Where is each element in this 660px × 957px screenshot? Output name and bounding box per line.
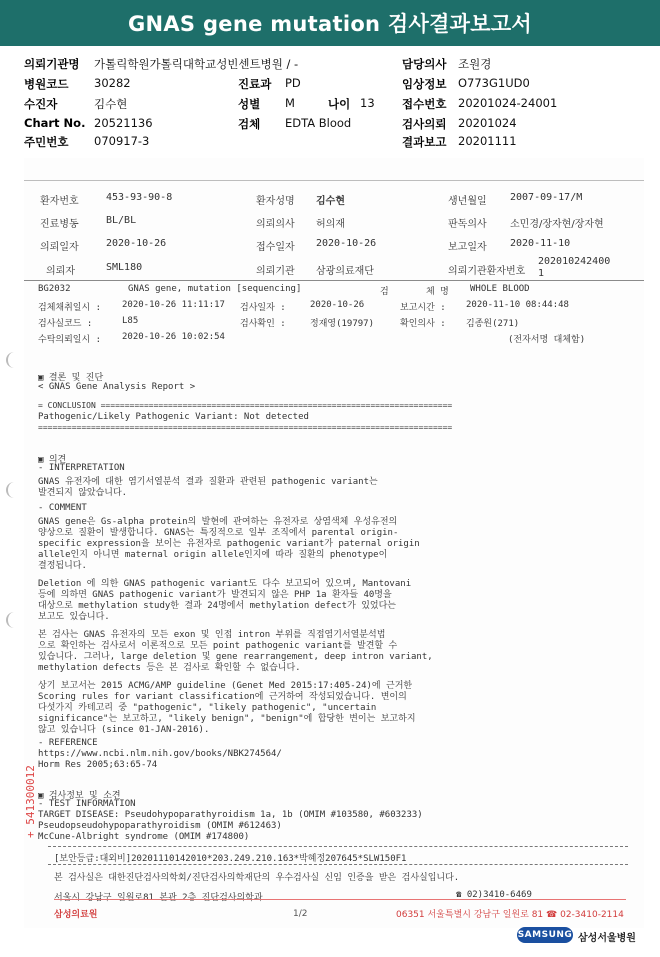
section-heading: ▣ 의견: [38, 455, 67, 465]
field-label: 의뢰자: [46, 266, 75, 277]
field-label: 의뢰의사: [256, 219, 295, 230]
footer-address: 06351 서울특별시 강남구 일원로 81 ☎ 02-3410-2114: [396, 910, 624, 920]
conclusion-rule: ======================================================================================: [38, 423, 453, 432]
text-line: 등에 의하면 GNAS pathogenic variant가 발견되지 않은 PHP 1a 환자들 40명을: [38, 590, 392, 600]
info-value: M: [285, 96, 295, 110]
text-line: 발견되지 않았습니다.: [38, 488, 128, 498]
test-name: GNAS gene, mutation [sequencing]: [128, 284, 302, 294]
field-value: 2020-10-26: [106, 238, 167, 249]
text-line: 보고도 있습니다.: [38, 612, 110, 622]
info-value: 13: [360, 96, 375, 110]
scanned-report: [24, 158, 644, 928]
field-value: 2020-10-26: [316, 238, 377, 249]
conclusion-text: Pathogenic/Likely Pathogenic Variant: Not detected: [38, 412, 309, 422]
field-label: 체 명: [426, 287, 449, 297]
signature-note: (전자서명 대체함): [508, 335, 586, 345]
field-value: 2020-10-26 10:02:54: [122, 332, 225, 342]
info-label: 접수번호: [402, 97, 447, 111]
sub-heading: - REFERENCE: [38, 738, 98, 748]
report-subtitle: < GNAS Gene Analysis Report >: [38, 382, 196, 392]
field-value: 김종원(271): [466, 319, 520, 329]
text-line: 상기 보고서는 2015 ACMG/AMP guideline (Genet Med 2015:17:405-24)에 근거한: [38, 681, 413, 691]
info-label: 검사의뢰: [402, 117, 447, 131]
info-value: 조원경: [458, 57, 492, 71]
lab-address: 서울시 강남구 일원로81 본관 2층 진단검사의학과: [54, 893, 263, 903]
info-row: [0, 96, 660, 114]
field-value: 1: [538, 268, 545, 279]
field-value: WHOLE BLOOD: [470, 284, 530, 294]
info-value: 070917-3: [94, 134, 150, 148]
info-value: 김수현: [94, 97, 128, 111]
info-row: [0, 116, 660, 134]
text-line: 으로 확인하는 검사로서 이론적으로 모든 point pathogenic variant를 발견할 수: [38, 641, 398, 651]
field-label: 검사확인 :: [240, 319, 286, 329]
field-value: 2020-10-26: [310, 300, 365, 310]
field-value: 소민경/장자현/장자현: [510, 219, 604, 230]
field-value: 정재영(19797): [310, 319, 375, 329]
sub-heading: - COMMENT: [38, 503, 87, 513]
field-value: 2020-10-26 11:11:17: [122, 300, 225, 310]
info-label: 주민번호: [24, 135, 69, 149]
field-label: 접수일자: [256, 242, 295, 253]
info-value: PD: [285, 76, 301, 90]
text-line: allele인지 아니면 maternal origin allele인지에 따라 질환의 phenotype이: [38, 550, 388, 560]
info-row: [0, 76, 660, 94]
samsung-logo: SAMSUNG: [517, 927, 573, 943]
text-line: McCune-Albright syndrome (OMIM #174800): [38, 832, 250, 842]
divider: [24, 280, 644, 281]
patient-info-panel: [0, 50, 660, 154]
punch-hole-mark: [6, 352, 16, 368]
sub-heading: - TEST INFORMATION: [38, 799, 136, 809]
info-label: 수진자: [24, 97, 58, 111]
field-value: 202010242400: [538, 256, 611, 267]
info-label: 결과보고: [402, 135, 447, 149]
field-label: 생년월일: [448, 196, 487, 207]
field-label: 의뢰기관: [256, 266, 295, 277]
punch-hole-mark: [6, 612, 16, 628]
divider: [24, 180, 644, 181]
info-value: 가톨릭학원가톨릭대학교성빈센트병원 / -: [94, 57, 299, 71]
report-title: GNAS gene mutation 검사결과보고서: [0, 0, 660, 46]
punch-hole-mark: [6, 482, 16, 498]
text-line: 있습니다. 그러나, large deletion 및 gene rearrangement, deep intron variant,: [38, 652, 433, 662]
text-line: GNAS 유전자에 대한 염기서열분석 결과 질환과 관련된 pathogenic variant는: [38, 477, 378, 487]
field-value: 삼광의료재단: [316, 266, 374, 277]
info-value: 20201024: [458, 116, 517, 130]
info-row: [0, 134, 660, 152]
info-label: 진료과: [238, 77, 272, 91]
conclusion-rule: = CONCLUSION =========================================================================: [38, 401, 453, 410]
field-value: 2020-11-10 08:44:48: [466, 300, 569, 310]
info-label: 의뢰기관명: [24, 57, 80, 71]
field-value: 2020-11-10: [510, 238, 571, 249]
section-heading: ▣ 결론 및 진단: [38, 373, 104, 383]
info-label: 임상정보: [402, 77, 447, 91]
text-line: TARGET DISEASE: Pseudohypoparathyroidism 1a, 1b (OMIM #103580, #603233): [38, 810, 423, 820]
field-value: 2007-09-17/M: [510, 192, 583, 203]
text-line: specific expression을 보이는 유전자로 pathogenic variant가 paternal origin: [38, 539, 420, 549]
footer-divider: [54, 899, 626, 900]
test-code: BG2032: [38, 284, 71, 294]
text-line: 결정됩니다.: [38, 561, 87, 571]
field-label: 수탁의뢰일시 :: [38, 335, 102, 345]
text-line: 본 검사는 GNAS 유전자의 모든 exon 및 인접 intron 부위를 직접염기서열분석법: [38, 630, 386, 640]
barcode-text: + 541300012: [24, 765, 37, 838]
field-label: 검체채취일시 :: [38, 303, 102, 313]
field-label: 검사일자 :: [240, 303, 286, 313]
info-value: 20201111: [458, 134, 517, 148]
specimen-barcode-number: [24, 742, 38, 838]
field-label: 환자번호: [40, 196, 79, 207]
text-line: Deletion 에 의한 GNAS pathogenic variant도 다수 보고되어 있으며, Mantovani: [38, 579, 412, 589]
info-label: 검체: [238, 117, 261, 131]
section-heading: ▣ 검사정보 및 소견: [38, 791, 121, 801]
divider: [48, 864, 628, 865]
sub-heading: - INTERPRETATION: [38, 463, 125, 473]
field-label: 의뢰일자: [40, 242, 79, 253]
field-value: 453-93-90-8: [106, 192, 173, 203]
text-line: 양상으로 질환이 발생합니다. GNAS는 특징적으로 일부 조직에서 parental origin-: [38, 528, 399, 538]
text-line: significance"는 보고하고, "likely benign", "benign"에 합당한 변이는 보고하지: [38, 714, 416, 724]
field-label: 검사실코드 :: [38, 319, 93, 329]
page-number: 1/2: [293, 909, 308, 919]
field-label: 진료병동: [40, 219, 79, 230]
field-value: SML180: [106, 262, 143, 273]
hospital-brand-name: 삼성서울병원: [578, 933, 636, 944]
divider: [48, 846, 628, 847]
text-line: 다섯가지 카테고리 중 "pathogenic", "likely pathogenic", "uncertain: [38, 703, 377, 713]
certification-text: 본 검사실은 대한진단검사의학회/진단검사의학재단의 우수검사실 신임 인증을 받은 검사실입니다.: [54, 873, 460, 883]
text-line: Pseudopseudohypoparathyroidism (OMIM #612463): [38, 821, 282, 831]
info-label: 병원코드: [24, 77, 69, 91]
text-line: 않고 있습니다 (since 01-JAN-2016).: [38, 725, 210, 735]
text-line: Scoring rules for variant classification에 근거하여 작성되었습니다. 변이의: [38, 692, 407, 702]
field-label: 검: [380, 287, 389, 297]
patient-name: 김수현: [316, 196, 345, 207]
footer-hospital: 삼성의료원: [54, 910, 98, 920]
field-value: 허의재: [316, 219, 345, 230]
text-line: methylation defects 등은 본 검사로 확인할 수 없습니다.: [38, 663, 301, 673]
text-line: Horm Res 2005;63:65-74: [38, 760, 158, 770]
info-value: 20201024-24001: [458, 96, 558, 110]
info-label: 성별: [238, 97, 261, 111]
field-value: L85: [122, 316, 139, 326]
field-value: BL/BL: [106, 215, 137, 226]
text-line: 대상으로 methylation study한 결과 24명에서 methylation defect가 있었다는: [38, 601, 396, 611]
info-value: EDTA Blood: [285, 116, 352, 130]
info-value: O773G1UD0: [458, 76, 530, 90]
field-label: 보고시간 :: [400, 303, 446, 313]
security-line: [보안등급:대외비]20201110142010*203.249.210.163*박혜정207645*SLW150F1: [54, 854, 407, 864]
field-label: 의뢰기관환자번호: [448, 266, 526, 277]
info-value: 20521136: [94, 116, 153, 130]
text-line: GNAS gene은 Gs-alpha protein의 발현에 관여하는 유전자로 상염색체 우성유전의: [38, 517, 398, 527]
info-row: [0, 56, 660, 74]
field-label: 확인의사 :: [400, 319, 446, 329]
info-label: 나이: [328, 97, 351, 111]
lab-phone: ☎ 02)3410-6469: [456, 890, 532, 900]
field-label: 환자성명: [256, 196, 295, 207]
field-label: 보고일자: [448, 242, 487, 253]
info-label: Chart No.: [24, 116, 86, 130]
info-label: 담당의사: [402, 57, 447, 71]
reference-link[interactable]: https://www.ncbi.nlm.nih.gov/books/NBK274564/: [38, 749, 282, 759]
field-label: 판독의사: [448, 219, 487, 230]
info-value: 30282: [94, 76, 131, 90]
